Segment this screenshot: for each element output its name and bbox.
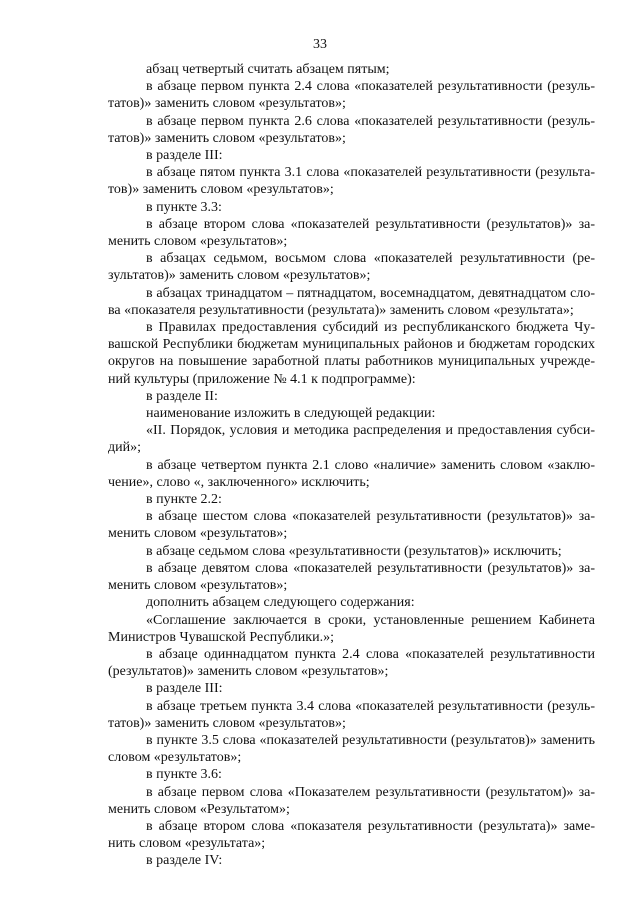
document-body: [108, 61, 595, 870]
paragraph: дополнить абзацем следующего содержания:: [146, 595, 415, 611]
paragraph: «II. Порядок, условия и методика распределения и предоставления субсидий»;: [108, 423, 595, 456]
paragraph: в разделе III:: [146, 681, 223, 697]
paragraph: в Правилах предоставления субсидий из республиканского бюджета Чувашской Республики бюджетам муниципальных районов и бюджетам городских округов на повышение заработной платы работников муниципальных учреждений культуры (приложение № 4.1 к подпрограмме):: [108, 320, 595, 387]
paragraph: в абзаце пятом пункта 3.1 слова «показателей результативности (результатов)» заменить словом «результатов»;: [108, 165, 595, 198]
paragraph: в абзаце девятом слова «показателей результативности (результатов)» заменить словом «результатов»;: [108, 560, 595, 594]
paragraph: в разделе IV:: [146, 853, 223, 869]
paragraph: «Соглашение заключается в сроки, установленные решением Кабинета Министров Чувашской Республики.»;: [108, 612, 595, 645]
paragraph: в абзацах тринадцатом – пятнадцатом, восемнадцатом, девятнадцатом слова «показателя результативности (результата)» заменить словом «результата»;: [108, 285, 595, 318]
paragraph: в абзаце втором слова «показателей результативности (результатов)» заменить словом «результатов»;: [108, 216, 595, 250]
paragraph: в абзаце первом пункта 2.4 слова «показателей результативности (результатов)» заменить словом «результатов»;: [108, 79, 595, 112]
paragraph: в разделе III:: [146, 148, 223, 164]
paragraph: в пункте 3.3:: [146, 199, 222, 215]
paragraph: в абзаце третьем пункта 3.4 слова «показателей результативности (результатов)» заменить словом «результатов»;: [108, 698, 595, 731]
paragraph: наименование изложить в следующей редакции:: [146, 406, 436, 422]
paragraph: в абзацах седьмом, восьмом слова «показателей результативности (результатов)» заменить словом «результатов»;: [108, 251, 595, 284]
paragraph: в пункте 2.2:: [146, 492, 222, 508]
paragraph: в абзаце втором слова «показателя результативности (результата)» заменить словом «результата»;: [108, 818, 595, 852]
paragraph: в разделе II:: [146, 388, 218, 404]
paragraph: в абзаце седьмом слова «результативности (результатов)» исключить;: [146, 543, 562, 559]
page-number: 33: [313, 37, 327, 52]
paragraph: в абзаце первом пункта 2.6 слова «показателей результативности (результатов)» заменить словом «результатов»;: [108, 113, 595, 146]
paragraph: в абзаце четвертом пункта 2.1 слово «наличие» заменить словом «заключение», слово «, заключенного» исключить;: [108, 457, 595, 490]
paragraph: в абзаце первом слова «Показателем результативности (результатом)» заменить словом «Результатом»;: [108, 784, 595, 817]
paragraph: в абзаце шестом слова «показателей результативности (результатов)» заменить словом «результатов»;: [108, 509, 595, 542]
paragraph: в абзаце одиннадцатом пункта 2.4 слова «показателей результативности (результатов)» заменить словом «результатов»;: [108, 646, 595, 680]
paragraph: в пункте 3.6:: [146, 767, 222, 783]
paragraph: в пункте 3.5 слова «показателей результативности (результатов)» заменить словом «результатов»;: [108, 732, 595, 766]
paragraph: абзац четвертый считать абзацем пятым;: [146, 62, 390, 77]
